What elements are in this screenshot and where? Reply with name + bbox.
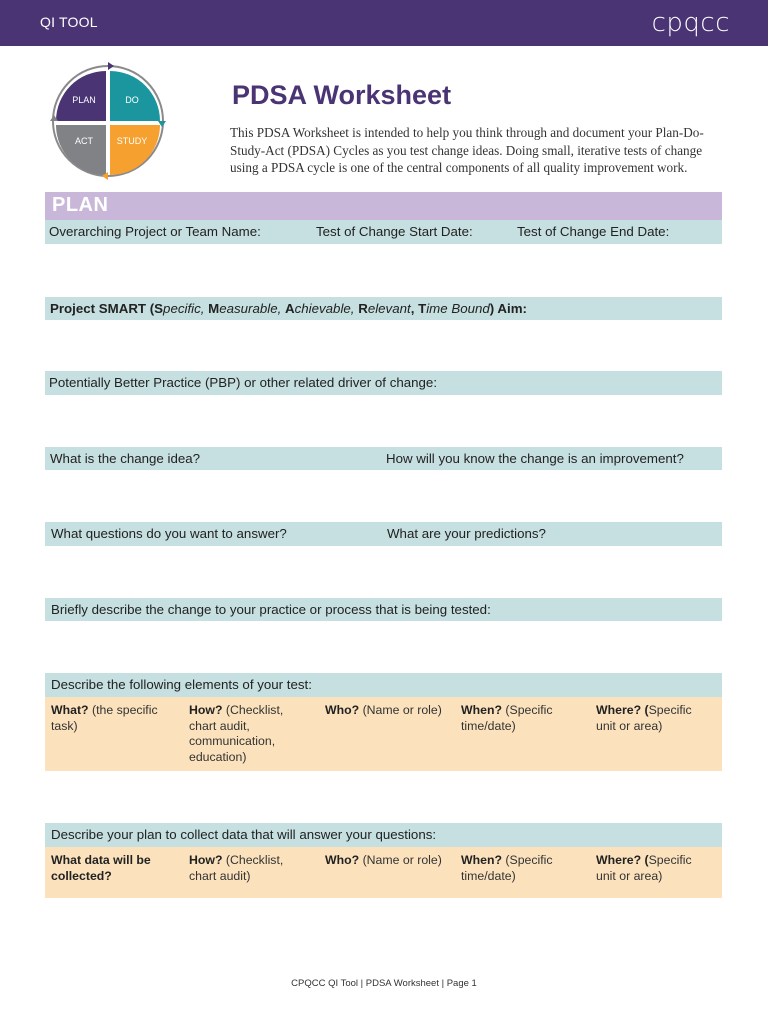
collect-cell-where: Where? (Specific unit or area) [596,853,692,883]
change-idea-label: What is the change idea? [50,451,201,466]
start-date-label: Test of Change Start Date: [316,224,473,239]
elements-cell-how: How? (Checklist, chart audit, communication, education) [189,703,284,764]
project-info-band [45,220,722,244]
describe-change-band [45,598,722,621]
project-name-label: Overarching Project or Team Name: [49,224,261,239]
cycle-plan-label: PLAN [72,95,96,105]
collect-cell-who: Who? (Name or role) [325,853,442,867]
questions-label: What questions do you want to answer? [51,526,287,541]
change-idea-band [45,447,722,470]
smart-aim-band [45,297,722,320]
improvement-label: How will you know the change is an improvement? [386,451,684,466]
header-bar [0,0,768,46]
smart-aim-label: Project SMART (Specific, Measurable, Achievable, Relevant, Time Bound) Aim: [50,301,527,316]
elements-cell-what: What? (the specific task) [51,703,158,733]
elements-table [45,697,722,771]
cycle-act-label: ACT [75,136,93,146]
cycle-study-label: STUDY [116,136,148,146]
elements-band [45,673,722,697]
plan-heading: PLAN [52,194,109,216]
pdsa-cycle-icon [48,60,168,182]
collect-table [45,847,722,898]
intro-paragraph: This PDSA Worksheet is intended to help you think through and document your Plan-Do-Study-Act (PDSA) Cycles as you test change ideas. Doing small, iterative tests of change using a PDSA cycle is one of the central components of all quality improvement work. [230,125,704,175]
collect-cell-when: When? (Specific time/date) [461,853,553,883]
questions-band [45,522,722,546]
pbp-label: Potentially Better Practice (PBP) or other related driver of change: [49,375,438,390]
describe-change-label: Briefly describe the change to your practice or process that is being tested: [51,602,491,617]
collect-cell-what: What data will be collected? [51,853,151,883]
predictions-label: What are your predictions? [387,526,546,541]
plan-section-header [45,192,722,220]
pbp-band [45,371,722,395]
elements-cell-who: Who? (Name or role) [325,703,442,717]
elements-cell-where: Where? (Specific unit or area) [596,703,692,733]
page-footer: CPQCC QI Tool | PDSA Worksheet | Page 1 [291,978,477,989]
page-title: PDSA Worksheet [232,80,452,110]
brand-logo: cpqcc [651,8,730,38]
cycle-do-label: DO [125,95,139,105]
collect-band [45,823,722,847]
collect-label: Describe your plan to collect data that will answer your questions: [51,827,437,842]
elements-label: Describe the following elements of your test: [51,677,312,692]
tool-label: QI TOOL [40,14,98,30]
collect-cell-how: How? (Checklist, chart audit) [189,853,284,883]
elements-cell-when: When? (Specific time/date) [461,703,553,733]
end-date-label: Test of Change End Date: [517,224,670,239]
